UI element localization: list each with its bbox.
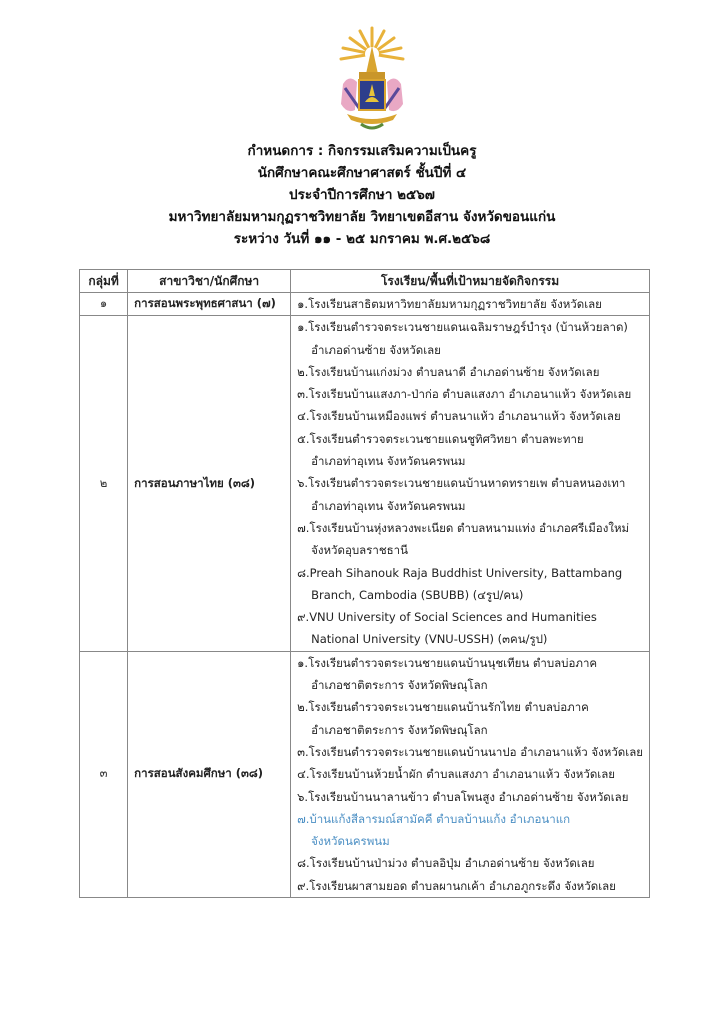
table-row xyxy=(80,651,650,897)
school-name: ๖.โรงเรียนตำรวจตระเวนชายแดนบ้านหาดทรายเพ ตำบลหนองเทา xyxy=(297,476,626,491)
university-emblem-icon xyxy=(335,24,409,136)
table-row xyxy=(80,316,650,651)
column-header-schools: โรงเรียน/พื้นที่เป้าหมายจัดกิจกรรม xyxy=(291,270,650,293)
school-list-item xyxy=(297,696,643,741)
school-list-item xyxy=(297,741,643,763)
header-title: กำหนดการ : กิจกรรมเสริมความเป็นครู xyxy=(247,143,477,159)
school-list xyxy=(291,651,650,897)
school-address-continuation: อำเภอชาติตระการ จังหวัดพิษณุโลก xyxy=(311,722,488,737)
school-list-item xyxy=(297,562,643,607)
school-address-continuation: National University (VNU-USSH) (๓คน/รูป) xyxy=(311,632,548,647)
school-name: ๙.โรงเรียนผาสามยอด ตำบลผานกเค้า อำเภอภูกระดึง จังหวัดเลย xyxy=(297,878,616,893)
school-list-item xyxy=(297,606,643,651)
header-academic-year: ประจำปีการศึกษา ๒๕๖๗ xyxy=(289,187,435,203)
school-name: ๘.Preah Sihanouk Raja Buddhist University, Battambang xyxy=(297,565,623,580)
school-list-item xyxy=(297,405,643,427)
school-address-continuation: อำเภอท่าอุเทน จังหวัดนครพนม xyxy=(311,498,466,513)
group-number: ๑ xyxy=(80,293,128,316)
school-address-continuation: Branch, Cambodia (SBUBB) (๔รูป/คน) xyxy=(311,587,524,602)
school-address-continuation: จังหวัดนครพนม xyxy=(311,834,390,849)
school-name: ๓.โรงเรียนบ้านแสงภา-ป่าก่อ ตำบลแสงภา อำเภอนาแห้ว จังหวัดเลย xyxy=(297,387,632,402)
school-address-continuation: อำเภอด่านซ้าย จังหวัดเลย xyxy=(311,342,441,357)
school-list-item xyxy=(297,472,643,517)
school-name: ๙.VNU University of Social Sciences and Humanities xyxy=(297,610,597,625)
school-name: ๘.โรงเรียนบ้านป่าม่วง ตำบลอิปุ่ม อำเภอด่านซ้าย จังหวัดเลย xyxy=(297,856,595,871)
school-address-continuation: อำเภอชาติตระการ จังหวัดพิษณุโลก xyxy=(311,678,488,693)
school-address-continuation: จังหวัดอุบลราชธานี xyxy=(311,543,409,558)
school-name: ๗.บ้านแก้งสีลารมณ์สามัคคี ตำบลบ้านแก้ง อำเภอนาแก xyxy=(297,811,571,826)
group-number: ๓ xyxy=(80,651,128,897)
school-list-item xyxy=(297,852,643,874)
school-name: ๒.โรงเรียนบ้านแก่งม่วง ตำบลนาดี อำเภอด่านซ้าย จังหวัดเลย xyxy=(297,364,600,379)
school-name: ๑.โรงเรียนสาธิตมหาวิทยาลัยมหามกุฏราชวิทยาลัย จังหวัดเลย xyxy=(297,297,602,311)
school-name: ๓.โรงเรียนตำรวจตระเวนชายแดนบ้านนาปอ อำเภอนาแห้ว จังหวัดเลย xyxy=(297,744,643,759)
school-name: ๑.โรงเรียนตำรวจตระเวนชายแดนบ้านนุชเทียน ตำบลบ่อภาค xyxy=(297,655,598,670)
group-number: ๒ xyxy=(80,316,128,651)
school-list-item xyxy=(297,428,643,473)
school-list-item xyxy=(297,517,643,562)
major-name: การสอนพระพุทธศาสนา (๗) xyxy=(128,293,291,316)
column-header-group: กลุ่มที่ xyxy=(80,270,128,293)
school-list xyxy=(291,293,650,316)
column-header-major: สาขาวิชา/นักศึกษา xyxy=(128,270,291,293)
school-name: ๔.โรงเรียนบ้านเหมืองแพร่ ตำบลนาแห้ว อำเภอนาแห้ว จังหวัดเลย xyxy=(297,409,621,424)
school-list-item xyxy=(297,652,643,697)
school-name: ๑.โรงเรียนตำรวจตระเวนชายแดนเฉลิมราษฎร์บำรุง (บ้านห้วยลาด) xyxy=(297,320,628,335)
school-address-continuation: อำเภอท่าอุเทน จังหวัดนครพนม xyxy=(311,454,466,469)
major-name: การสอนสังคมศึกษา (๓๘) xyxy=(128,651,291,897)
header-date-range: ระหว่าง วันที่ ๑๑ - ๒๕ มกราคม พ.ศ.๒๕๖๘ xyxy=(233,231,491,247)
school-name: ๕.โรงเรียนตำรวจตระเวนชายแดนชูทิศวิทยา ตำบลพะทาย xyxy=(297,431,584,446)
school-list-item xyxy=(297,786,643,808)
school-list-item xyxy=(297,293,643,315)
school-list xyxy=(291,316,650,651)
school-list-item xyxy=(297,361,643,383)
document-header xyxy=(0,140,724,250)
school-list-item xyxy=(297,316,643,361)
school-list-item xyxy=(297,763,643,785)
school-list-item xyxy=(297,808,643,853)
header-subtitle: นักศึกษาคณะศึกษาศาสตร์ ชั้นปีที่ ๔ xyxy=(257,165,467,181)
school-list-item xyxy=(297,383,643,405)
table-header-row xyxy=(80,270,650,293)
header-university: มหาวิทยาลัยมหามกุฏราชวิทยาลัย วิทยาเขตอีสาน จังหวัดขอนแก่น xyxy=(168,209,556,225)
school-list-item xyxy=(297,875,643,897)
school-name: ๒.โรงเรียนตำรวจตระเวนชายแดนบ้านรักไทย ตำบลบ่อภาค xyxy=(297,700,589,715)
school-name: ๔.โรงเรียนบ้านห้วยน้ำผัก ตำบลแสงภา อำเภอนาแห้ว จังหวัดเลย xyxy=(297,767,616,782)
table-row xyxy=(80,293,650,316)
school-name: ๖.โรงเรียนบ้านนาลานข้าว ตำบลโพนสูง อำเภอด่านซ้าย จังหวัดเลย xyxy=(297,789,629,804)
school-name: ๗.โรงเรียนบ้านหุ่งหลวงพะเนียด ตำบลหนามแท่ง อำเภอศรีเมืองใหม่ xyxy=(297,520,630,535)
major-name: การสอนภาษาไทย (๓๘) xyxy=(128,316,291,651)
schedule-table xyxy=(79,269,650,898)
